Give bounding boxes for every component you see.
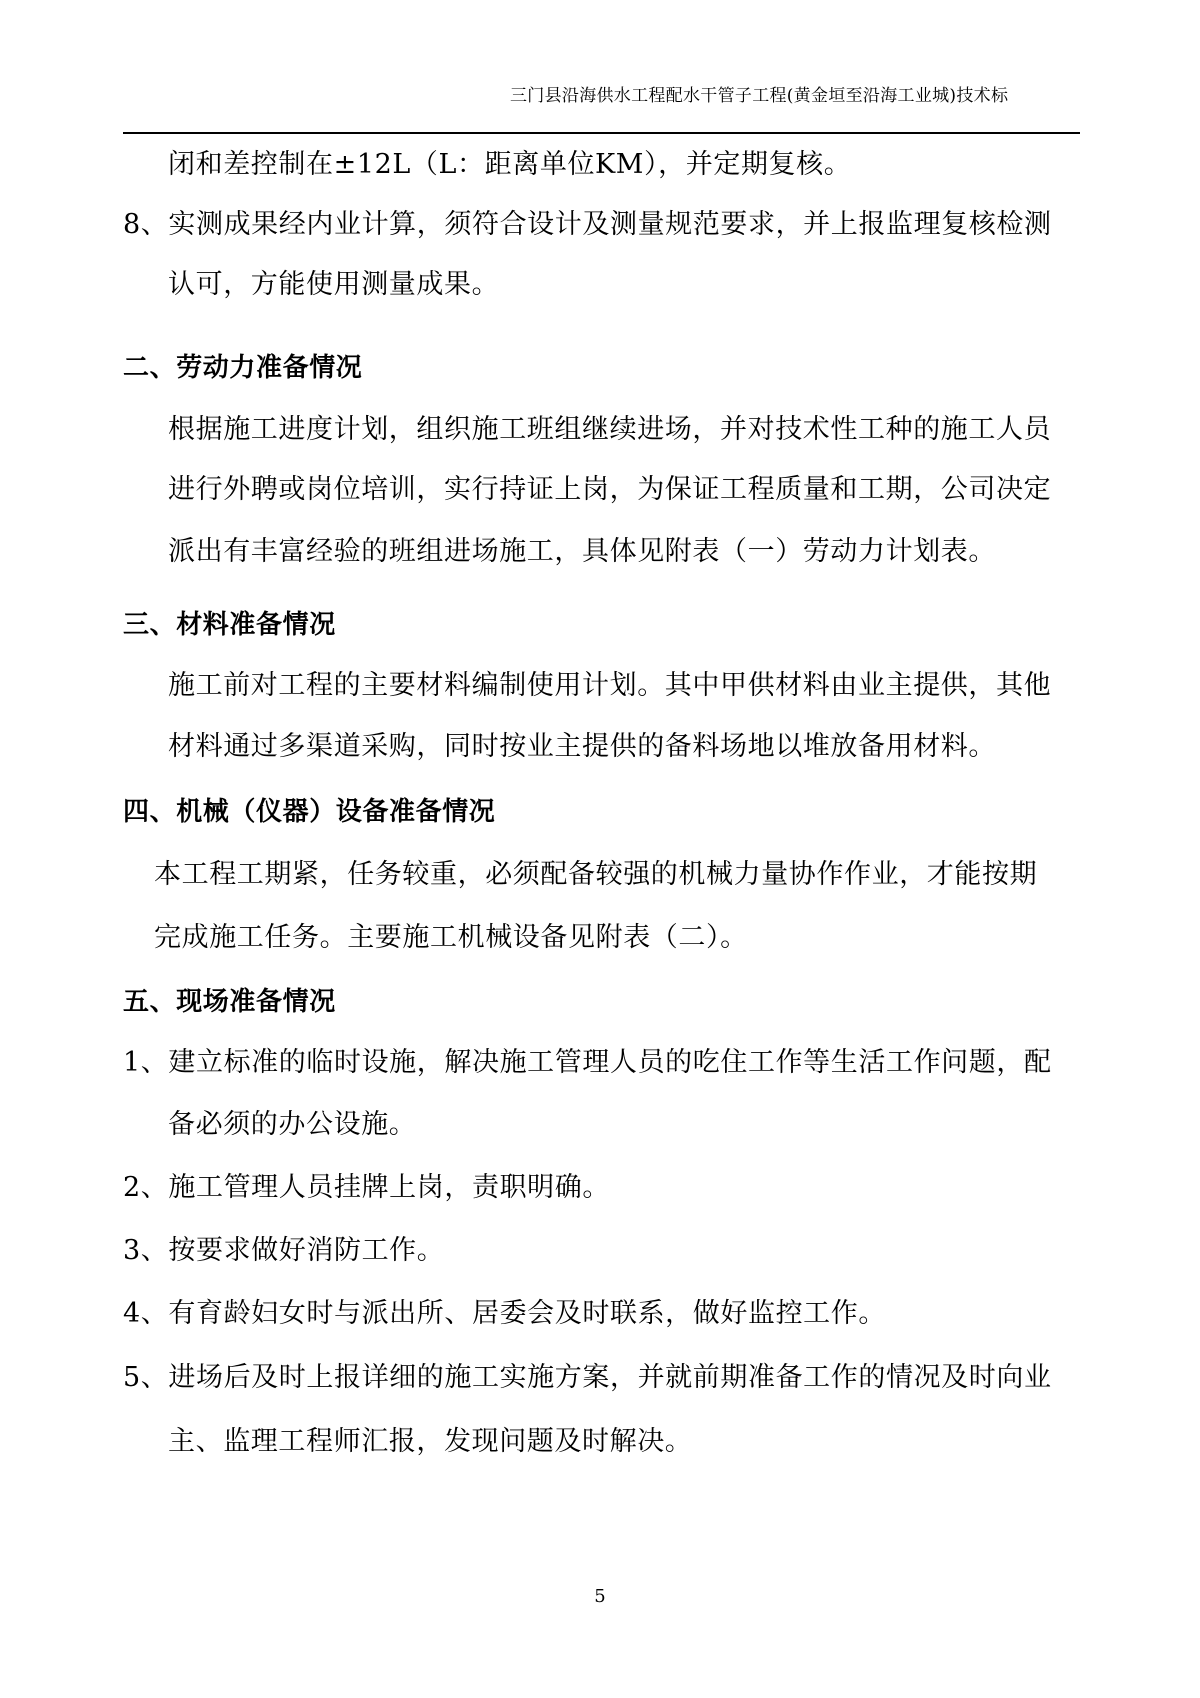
header-rule — [123, 132, 1080, 134]
header-title: 三门县沿海供水工程配水干管子工程(黄金垣至沿海工业城)技术标 — [510, 86, 1009, 106]
body-line: 完成施工任务。主要施工机械设备见附表（二）。 — [154, 922, 748, 953]
section-heading-labor: 二、劳动力准备情况 — [123, 353, 363, 383]
body-line: 派出有丰富经验的班组进场施工，具体见附表（一）劳动力计划表。 — [168, 536, 996, 567]
body-line: 本工程工期紧，任务较重，必须配备较强的机械力量协作作业，才能按期 — [154, 859, 1038, 890]
body-line: 主、监理工程师汇报，发现问题及时解决。 — [168, 1426, 693, 1457]
page-number: 5 — [594, 1586, 606, 1607]
body-line: 材料通过多渠道采购，同时按业主提供的备料场地以堆放备用材料。 — [168, 731, 996, 762]
body-line: 进行外聘或岗位培训，实行持证上岗，为保证工程质量和工期，公司决定 — [168, 474, 1052, 505]
body-line: 根据施工进度计划，组织施工班组继续进场，并对技术性工种的施工人员 — [168, 414, 1052, 445]
list-item-1: 1、建立标准的临时设施，解决施工管理人员的吃住工作等生活工作问题，配 — [123, 1047, 1052, 1078]
section-heading-equipment: 四、机械（仪器）设备准备情况 — [123, 797, 496, 827]
body-line: 备必须的办公设施。 — [168, 1109, 417, 1140]
body-line: 施工前对工程的主要材料编制使用计划。其中甲供材料由业主提供，其他 — [168, 670, 1052, 701]
list-item-5: 5、进场后及时上报详细的施工实施方案，并就前期准备工作的情况及时向业 — [123, 1362, 1052, 1393]
list-item-2: 2、施工管理人员挂牌上岗，责职明确。 — [123, 1172, 610, 1203]
body-line: 认可，方能使用测量成果。 — [168, 269, 500, 300]
list-item-3: 3、按要求做好消防工作。 — [123, 1235, 445, 1266]
section-heading-materials: 三、材料准备情况 — [123, 610, 336, 640]
list-item-8: 8、实测成果经内业计算，须符合设计及测量规范要求，并上报监理复核检测 — [123, 209, 1052, 240]
body-line: 闭和差控制在±12L（L：距离单位KM），并定期复核。 — [168, 149, 852, 180]
list-item-4: 4、有育龄妇女时与派出所、居委会及时联系，做好监控工作。 — [123, 1298, 886, 1329]
section-heading-site: 五、现场准备情况 — [123, 987, 336, 1017]
